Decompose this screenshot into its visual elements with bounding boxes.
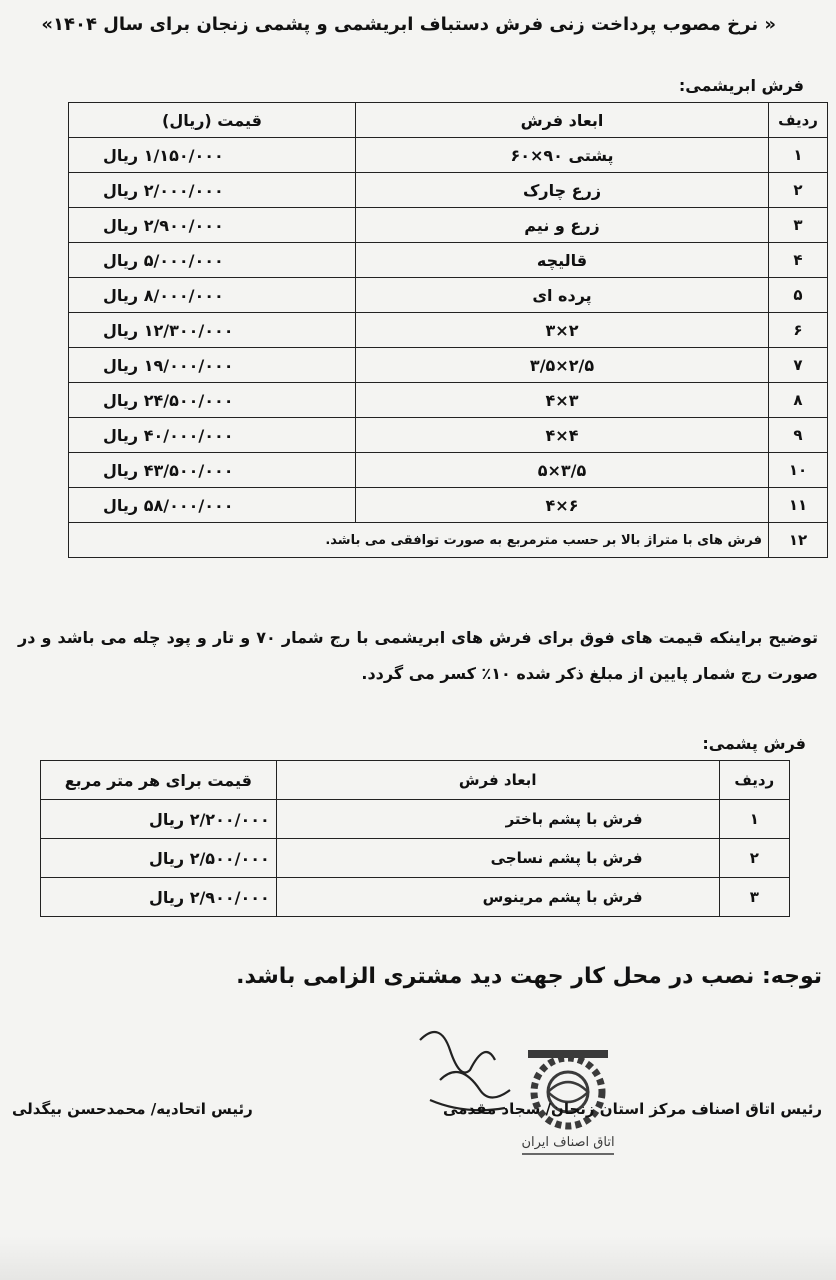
carpet-price: ۱۹/۰۰۰/۰۰۰ ریال <box>69 348 356 383</box>
wool-section-label: فرش پشمی: <box>702 734 806 753</box>
row-number: ۷ <box>769 348 828 383</box>
chamber-head-signature: رئیس اتاق اصناف مرکز استان زنجان/ سجاد مقدمی <box>443 1100 822 1118</box>
carpet-price: ۴۰/۰۰۰/۰۰۰ ریال <box>69 418 356 453</box>
carpet-price: ۲۴/۵۰۰/۰۰۰ ریال <box>69 383 356 418</box>
carpet-dimension: زرع و نیم <box>356 208 769 243</box>
carpet-dimension: ۲/۵×۳/۵ <box>356 348 769 383</box>
table-row <box>69 348 828 383</box>
silk-section-label: فرش ابریشمی: <box>678 76 804 95</box>
row-number: ۱۱ <box>769 488 828 523</box>
wool-header-row <box>41 761 790 800</box>
carpet-dimension: پشتی ۹۰×۶۰ <box>356 138 769 173</box>
carpet-price: ۱/۱۵۰/۰۰۰ ریال <box>69 138 356 173</box>
carpet-type: فرش با پشم نساجی <box>276 839 719 878</box>
table-row <box>69 243 828 278</box>
table-row <box>41 878 790 917</box>
installation-notice: توجه: نصب در محل کار جهت دید مشتری الزامی باشد. <box>236 964 822 989</box>
large-size-note: فرش های با متراژ بالا بر حسب مترمربع به صورت توافقی می باشد. <box>69 523 769 558</box>
document-title: « نرخ مصوب پرداخت زنی فرش دستباف ابریشمی و پشمی زنجان برای سال ۱۴۰۴» <box>41 14 776 35</box>
table-row <box>41 839 790 878</box>
wool-header-dimension: ابعاد فرش <box>276 761 719 800</box>
carpet-price: ۲/۲۰۰/۰۰۰ ریال <box>41 800 277 839</box>
carpet-dimension: ۴×۴ <box>356 418 769 453</box>
carpet-price: ۲/۵۰۰/۰۰۰ ریال <box>41 839 277 878</box>
row-number: ۱ <box>769 138 828 173</box>
table-row <box>69 173 828 208</box>
row-number: ۳ <box>769 208 828 243</box>
carpet-price: ۱۲/۳۰۰/۰۰۰ ریال <box>69 313 356 348</box>
carpet-price: ۵/۰۰۰/۰۰۰ ریال <box>69 243 356 278</box>
row-number: ۶ <box>769 313 828 348</box>
silk-header-price: قیمت (ریال) <box>69 103 356 138</box>
row-number: ۱۰ <box>769 453 828 488</box>
row-number: ۴ <box>769 243 828 278</box>
silk-price-table <box>68 102 828 558</box>
carpet-price: ۸/۰۰۰/۰۰۰ ریال <box>69 278 356 313</box>
silk-header-row <box>69 103 828 138</box>
carpet-type: فرش با پشم مرینوس <box>276 878 719 917</box>
carpet-dimension: زرع چارک <box>356 173 769 208</box>
table-row <box>69 453 828 488</box>
carpet-price: ۲/۰۰۰/۰۰۰ ریال <box>69 173 356 208</box>
carpet-dimension: ۳×۴ <box>356 383 769 418</box>
table-row <box>69 418 828 453</box>
carpet-price: ۵۸/۰۰۰/۰۰۰ ریال <box>69 488 356 523</box>
carpet-dimension: ۶×۴ <box>356 488 769 523</box>
page-bottom-edge <box>0 1236 836 1280</box>
carpet-type: فرش با پشم باختر <box>276 800 719 839</box>
row-number: ۲ <box>719 839 789 878</box>
union-head-signature: رئیس اتحادیه/ محمدحسن بیگدلی <box>12 1100 253 1118</box>
carpet-price: ۴۳/۵۰۰/۰۰۰ ریال <box>69 453 356 488</box>
wool-price-table <box>40 760 790 917</box>
row-number: ۵ <box>769 278 828 313</box>
carpet-price: ۲/۹۰۰/۰۰۰ ریال <box>41 878 277 917</box>
table-row <box>69 383 828 418</box>
row-number: ۸ <box>769 383 828 418</box>
row-number: ۳ <box>719 878 789 917</box>
table-row <box>69 208 828 243</box>
table-row-note <box>69 523 828 558</box>
table-row <box>69 313 828 348</box>
seal-text: اتاق اصناف ایران <box>521 1135 615 1150</box>
carpet-dimension: پرده ای <box>356 278 769 313</box>
explanation-paragraph: توضیح براینکه قیمت های فوق برای فرش های ابریشمی با رج شمار ۷۰ و تار و پود چله می باشد و در صورت رج شمار پایین از مبلغ ذکر شده ۱۰٪ کسر می گردد. <box>18 628 819 683</box>
row-number: ۱ <box>719 800 789 839</box>
carpet-price: ۲/۹۰۰/۰۰۰ ریال <box>69 208 356 243</box>
table-row <box>69 488 828 523</box>
carpet-dimension: قالیچه <box>356 243 769 278</box>
row-number: ۱۲ <box>769 523 828 558</box>
row-number: ۲ <box>769 173 828 208</box>
carpet-dimension: ۲×۳ <box>356 313 769 348</box>
wool-header-row-number: ردیف <box>719 761 789 800</box>
wool-header-price: قیمت برای هر متر مربع <box>41 761 277 800</box>
row-number: ۹ <box>769 418 828 453</box>
carpet-dimension: ۳/۵×۵ <box>356 453 769 488</box>
table-row <box>41 800 790 839</box>
silk-header-dimension: ابعاد فرش <box>356 103 769 138</box>
table-row <box>69 278 828 313</box>
table-row <box>69 138 828 173</box>
silk-header-row-number: ردیف <box>769 103 828 138</box>
